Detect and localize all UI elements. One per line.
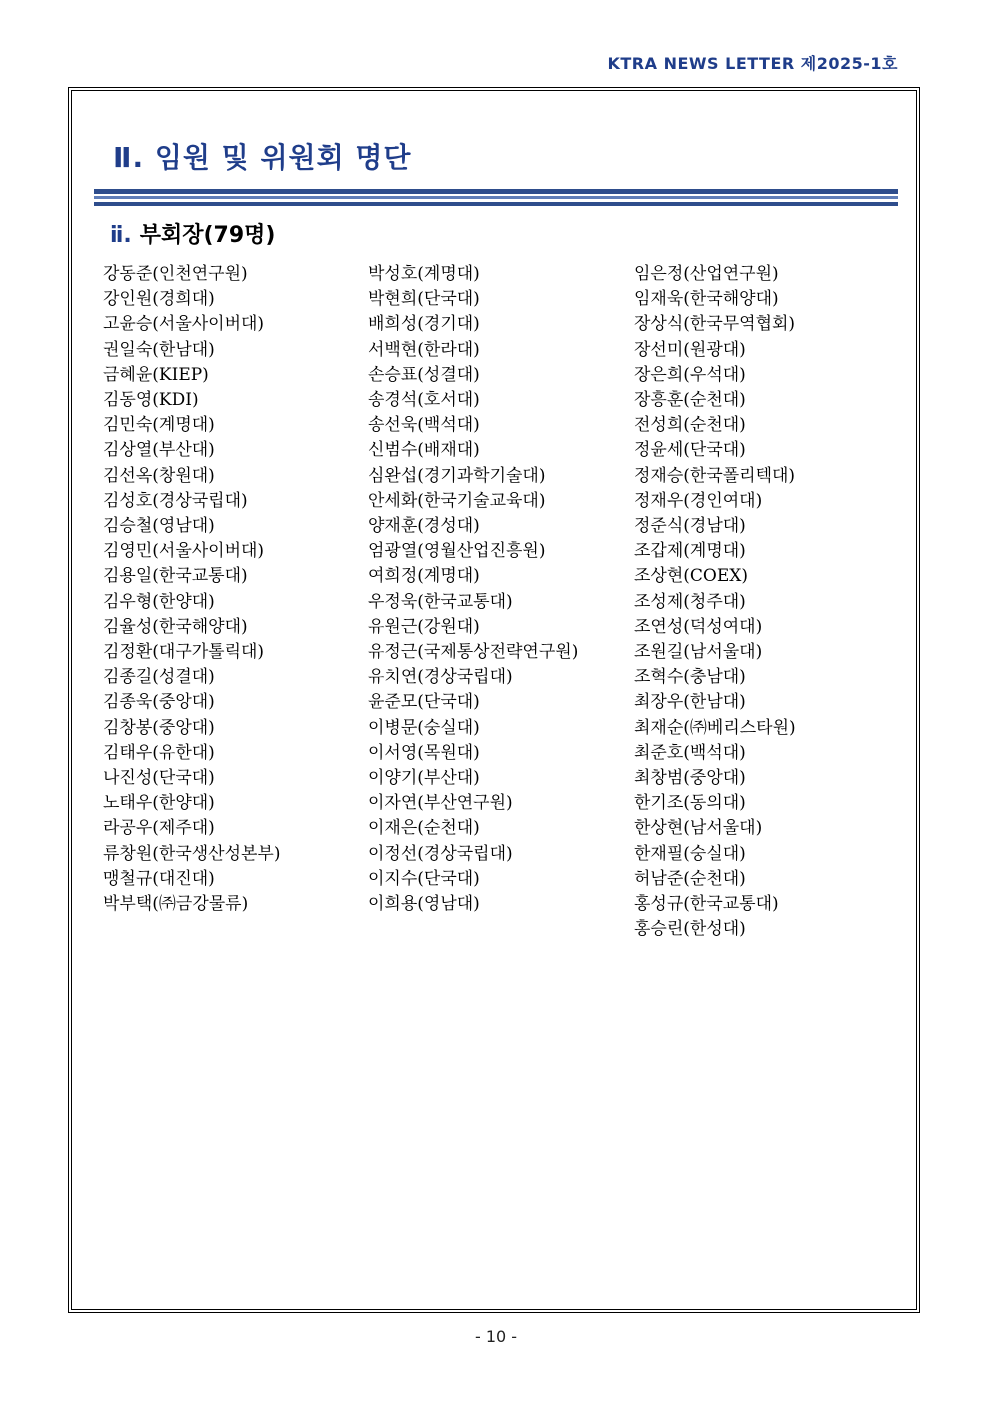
newsletter-header: KTRA NEWS LETTER 제2025-1호 — [607, 54, 898, 73]
member-entry: 강인원(경희대) — [103, 289, 215, 310]
member-entry: 김정환(대구가톨릭대) — [103, 642, 265, 663]
member-entry: 한기조(동의대) — [634, 793, 746, 814]
member-entry: 이양기(부산대) — [368, 768, 480, 789]
member-entry: 노태우(한양대) — [103, 793, 215, 814]
member-entry: 윤준모(단국대) — [368, 692, 480, 713]
member-entry: 손승표(성결대) — [368, 364, 480, 385]
member-entry: 한상현(남서울대) — [634, 818, 763, 839]
member-entry: 송경석(호서대) — [368, 390, 480, 411]
member-entry: 임재욱(한국해양대) — [634, 289, 779, 310]
member-entry: 송선욱(백석대) — [368, 415, 480, 436]
member-entry: 허남준(순천대) — [634, 868, 746, 889]
title-underline-top — [94, 189, 898, 194]
member-entry: 엄광열(영월산업진흥원) — [368, 541, 546, 562]
member-entry: 박성호(계명대) — [368, 264, 480, 284]
member-entry: 이병문(숭실대) — [368, 717, 480, 738]
subsection-title — [110, 218, 275, 249]
member-entry: 강동준(인천연구원) — [103, 264, 248, 284]
member-entry: 이서영(목원대) — [368, 742, 480, 763]
member-entry: 전성희(순천대) — [634, 415, 746, 436]
member-entry: 이희용(영남대) — [368, 894, 480, 915]
member-entry: 김영민(서울사이버대) — [103, 541, 265, 562]
member-entry: 김민숙(계명대) — [103, 415, 215, 436]
member-entry: 김용일(한국교통대) — [103, 566, 248, 587]
member-entry: 나진성(단국대) — [103, 768, 215, 789]
member-entry: 장선미(원광대) — [634, 339, 746, 360]
title-underline-middle — [94, 196, 898, 199]
member-entry: 여희정(계명대) — [368, 566, 480, 587]
member-entry: 권일숙(한남대) — [103, 339, 215, 360]
member-entry: 이정선(경상국립대) — [368, 843, 513, 864]
member-entry: 심완섭(경기과학기술대) — [368, 465, 546, 486]
member-entry: 류창원(한국생산성본부) — [103, 843, 281, 864]
member-entry: 배희성(경기대) — [368, 314, 480, 335]
member-entry: 라공우(제주대) — [103, 818, 215, 839]
member-entry: 최준호(백석대) — [634, 742, 746, 763]
member-entry: 정준식(경남대) — [634, 516, 746, 537]
member-entry: 조성제(청주대) — [634, 591, 746, 612]
member-entry: 서백현(한라대) — [368, 339, 480, 360]
subsection-label: 부회장(79명) — [139, 223, 276, 248]
member-entry: 홍승린(한성대) — [634, 919, 746, 940]
member-entry: 이지수(단국대) — [368, 868, 480, 889]
member-entry: 최창범(중앙대) — [634, 768, 746, 789]
member-entry: 김종길(성결대) — [103, 667, 215, 688]
member-entry: 김율성(한국해양대) — [103, 616, 248, 637]
member-entry: 한재필(숭실대) — [634, 843, 746, 864]
member-entry: 최재순(㈜베리스타원) — [634, 717, 796, 738]
member-entry: 김종욱(중앙대) — [103, 692, 215, 713]
member-entry: 조갑제(계명대) — [634, 541, 746, 562]
member-entry: 금혜윤(KIEP) — [103, 364, 209, 385]
member-entry: 김상열(부산대) — [103, 440, 215, 461]
title-underline-bottom — [94, 202, 898, 206]
member-entry: 김태우(유한대) — [103, 742, 215, 763]
member-list-column-3 — [634, 262, 796, 942]
member-entry: 박부택(㈜금강물류) — [103, 894, 249, 915]
member-entry: 양재훈(경성대) — [368, 516, 480, 537]
member-list-column-2 — [368, 262, 578, 917]
member-entry: 유원근(강원대) — [368, 616, 480, 637]
member-entry: 조상현(COEX) — [634, 566, 748, 587]
page-number: - 10 - — [474, 1327, 518, 1346]
member-entry: 장은희(우석대) — [634, 364, 746, 385]
member-entry: 김동영(KDI) — [103, 390, 199, 411]
member-entry: 김선옥(창원대) — [103, 465, 215, 486]
member-entry: 김승철(영남대) — [103, 516, 215, 537]
member-entry: 신범수(배재대) — [368, 440, 480, 461]
member-entry: 정윤세(단국대) — [634, 440, 746, 461]
member-entry: 홍성규(한국교통대) — [634, 894, 779, 915]
member-entry: 박현희(단국대) — [368, 289, 480, 310]
section-title: Ⅱ. 임원 및 위원회 명단 — [113, 141, 412, 174]
member-entry: 조혁수(충남대) — [634, 667, 746, 688]
member-entry: 이자연(부산연구원) — [368, 793, 513, 814]
member-entry: 안세화(한국기술교육대) — [368, 490, 546, 511]
member-entry: 김우형(한양대) — [103, 591, 215, 612]
member-entry: 이재은(순천대) — [368, 818, 480, 839]
member-entry: 장흥훈(순천대) — [634, 390, 746, 411]
member-entry: 장상식(한국무역협회) — [634, 314, 796, 335]
member-list-column-1 — [103, 262, 280, 917]
member-entry: 조원길(남서울대) — [634, 642, 763, 663]
member-entry: 유치연(경상국립대) — [368, 667, 513, 688]
member-entry: 우정욱(한국교통대) — [368, 591, 513, 612]
member-entry: 맹철규(대진대) — [103, 868, 215, 889]
member-entry: 고윤승(서울사이버대) — [103, 314, 265, 335]
member-entry: 김성호(경상국립대) — [103, 490, 248, 511]
member-entry: 임은정(산업연구원) — [634, 264, 779, 284]
member-entry: 조연성(덕성여대) — [634, 616, 763, 637]
member-entry: 유정근(국제통상전략연구원) — [368, 642, 579, 663]
subsection-number: ⅱ. — [110, 223, 132, 248]
member-entry: 정재승(한국폴리텍대) — [634, 465, 796, 486]
member-entry: 최장우(한남대) — [634, 692, 746, 713]
member-entry: 김창봉(중앙대) — [103, 717, 215, 738]
member-entry: 정재우(경인여대) — [634, 490, 763, 511]
